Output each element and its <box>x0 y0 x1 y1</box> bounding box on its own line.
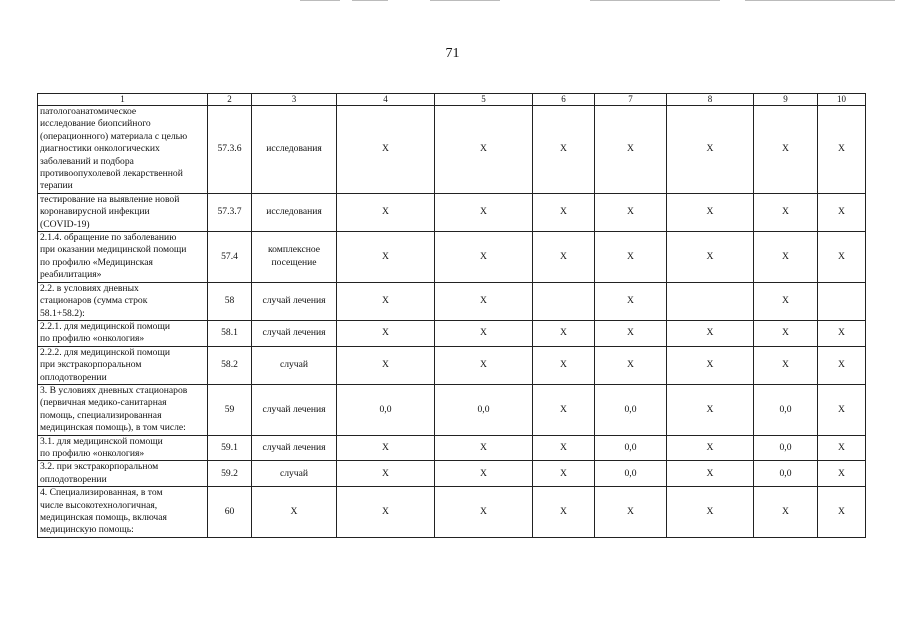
row-value-cell: Х <box>533 384 595 435</box>
row-code-cell: 59.2 <box>208 461 252 487</box>
row-name-line: медицинская помощь, включая <box>40 512 167 523</box>
row-name-line: заболеваний и подбора <box>40 155 134 167</box>
row-unit-cell: случай лечения <box>252 384 337 435</box>
row-name-cell <box>38 487 208 538</box>
row-value-cell: Х <box>595 487 667 538</box>
row-value-cell: Х <box>818 106 866 194</box>
row-name-line: (операционного) материала с целью <box>40 130 188 142</box>
row-value-cell: Х <box>533 346 595 384</box>
row-name-line: 2.1.4. обращение по заболеванию <box>40 232 177 244</box>
row-value-cell: Х <box>533 320 595 346</box>
row-name-line: стационаров (сумма строк <box>40 295 148 307</box>
row-name-line: оплодотворении <box>40 473 107 485</box>
header-cell: 1 <box>38 94 208 106</box>
row-name-line: (первичная медико-санитарная <box>40 397 167 409</box>
row-value-cell: Х <box>435 232 533 283</box>
table-row <box>38 193 866 231</box>
row-value-cell: Х <box>667 487 754 538</box>
row-name-line: 58.1+58.2): <box>40 307 85 319</box>
row-value-cell: 0,0 <box>337 384 435 435</box>
row-value-cell: Х <box>818 232 866 283</box>
row-value-cell: Х <box>533 232 595 283</box>
table-row <box>38 320 866 346</box>
row-value-cell: Х <box>818 384 866 435</box>
row-name-line: по профилю «Медицинская <box>40 256 153 268</box>
row-name-line: 2.2. в условиях дневных <box>40 282 139 294</box>
row-value-cell: Х <box>754 487 818 538</box>
row-name-cell <box>38 320 208 346</box>
row-value-cell: Х <box>533 487 595 538</box>
header-cell: 2 <box>208 94 252 106</box>
row-name-line: при оказании медицинской помощи <box>40 244 187 256</box>
row-value-cell: Х <box>818 320 866 346</box>
row-value-cell: Х <box>754 346 818 384</box>
header-row <box>38 94 866 106</box>
row-unit-cell: случай лечения <box>252 282 337 320</box>
row-name-line: медицинская помощь), в том числе: <box>40 422 186 434</box>
row-name-line: тестирование на выявление новой <box>40 193 180 205</box>
row-name-cell <box>38 193 208 231</box>
row-value-cell: Х <box>818 461 866 487</box>
row-code-cell: 57.3.7 <box>208 193 252 231</box>
row-value-cell: Х <box>533 435 595 461</box>
row-name-line: помощь, специализированная <box>40 409 162 421</box>
header-cell: 4 <box>337 94 435 106</box>
row-value-cell: Х <box>754 282 818 320</box>
row-value-cell <box>667 282 754 320</box>
row-unit-cell: исследования <box>252 106 337 194</box>
row-value-cell: Х <box>435 461 533 487</box>
row-value-cell: Х <box>435 435 533 461</box>
row-value-cell: Х <box>337 487 435 538</box>
header-cell: 9 <box>754 94 818 106</box>
row-value-cell: Х <box>337 320 435 346</box>
row-value-cell: Х <box>595 282 667 320</box>
row-unit-cell: случай лечения <box>252 435 337 461</box>
row-name-line: 3.2. при экстракорпоральном <box>40 461 159 473</box>
row-unit-cell: Х <box>252 487 337 538</box>
row-value-cell: Х <box>818 435 866 461</box>
table-row <box>38 282 866 320</box>
row-name-cell <box>38 346 208 384</box>
row-code-cell: 60 <box>208 487 252 538</box>
row-value-cell: Х <box>337 232 435 283</box>
data-table <box>37 93 866 538</box>
row-name-line: числе высокотехнологичная, <box>40 499 158 511</box>
row-name-line: терапии <box>40 180 73 192</box>
row-value-cell: 0,0 <box>595 384 667 435</box>
row-unit-cell: случай <box>252 461 337 487</box>
row-value-cell: Х <box>667 435 754 461</box>
row-value-cell: Х <box>435 320 533 346</box>
row-value-cell: Х <box>754 106 818 194</box>
row-value-cell: Х <box>667 320 754 346</box>
row-value-cell: Х <box>818 487 866 538</box>
row-name-line: по профилю «онкология» <box>40 447 145 459</box>
row-value-cell: 0,0 <box>435 384 533 435</box>
row-value-cell: Х <box>818 346 866 384</box>
row-unit-cell: комплексное посещение <box>252 232 337 283</box>
row-name-line: коронавирусной инфекции <box>40 206 150 218</box>
page-number: 71 <box>445 46 460 61</box>
row-value-cell: Х <box>595 106 667 194</box>
row-name-line: 4. Специализированная, в том <box>40 487 163 499</box>
row-unit-cell: случай <box>252 346 337 384</box>
row-name-cell <box>38 282 208 320</box>
table-row <box>38 232 866 283</box>
row-name-line: 3.1. для медицинской помощи <box>40 435 163 447</box>
row-value-cell: Х <box>435 282 533 320</box>
row-name-line: противоопухолевой лекарственной <box>40 168 183 180</box>
row-value-cell: Х <box>595 320 667 346</box>
table-row <box>38 346 866 384</box>
row-value-cell: Х <box>667 346 754 384</box>
row-name-line: реабилитация» <box>40 269 102 281</box>
header-cell: 10 <box>818 94 866 106</box>
table-row <box>38 487 866 538</box>
row-value-cell: Х <box>337 346 435 384</box>
table-row <box>38 435 866 461</box>
row-name-cell <box>38 384 208 435</box>
row-value-cell: Х <box>667 193 754 231</box>
row-name-cell <box>38 106 208 194</box>
row-value-cell: Х <box>533 193 595 231</box>
table-row <box>38 384 866 435</box>
row-value-cell: Х <box>818 193 866 231</box>
row-value-cell: Х <box>667 232 754 283</box>
row-code-cell: 57.3.6 <box>208 106 252 194</box>
row-name-cell <box>38 461 208 487</box>
row-name-line: 3. В условиях дневных стационаров <box>40 384 188 396</box>
row-value-cell <box>818 282 866 320</box>
row-value-cell: Х <box>337 193 435 231</box>
header-cell: 3 <box>252 94 337 106</box>
table-row <box>38 461 866 487</box>
table-row <box>38 106 866 194</box>
row-name-line: оплодотворении <box>40 371 107 383</box>
row-value-cell: Х <box>533 106 595 194</box>
row-value-cell: Х <box>337 435 435 461</box>
row-name-line: медицинскую помощь: <box>40 524 134 536</box>
row-value-cell: Х <box>667 461 754 487</box>
row-name-line: диагностики онкологических <box>40 143 160 155</box>
row-code-cell: 59 <box>208 384 252 435</box>
row-value-cell: 0,0 <box>595 435 667 461</box>
row-value-cell: Х <box>435 193 533 231</box>
row-value-cell: Х <box>435 106 533 194</box>
row-code-cell: 58 <box>208 282 252 320</box>
row-name-line: исследование биопсийного <box>40 118 151 130</box>
header-cell: 5 <box>435 94 533 106</box>
header-cell: 6 <box>533 94 595 106</box>
row-name-line: при экстракорпоральном <box>40 359 142 371</box>
row-name-line: патологоанатомическое <box>40 106 137 117</box>
row-value-cell: Х <box>667 106 754 194</box>
row-unit-cell: случай лечения <box>252 320 337 346</box>
row-value-cell: Х <box>754 320 818 346</box>
row-name-cell <box>38 435 208 461</box>
row-unit-cell: исследования <box>252 193 337 231</box>
row-value-cell: Х <box>595 193 667 231</box>
row-value-cell: 0,0 <box>754 461 818 487</box>
row-name-line: 2.2.2. для медицинской помощи <box>40 346 170 358</box>
row-name-line: (COVID-19) <box>40 218 90 230</box>
row-value-cell: Х <box>337 282 435 320</box>
row-value-cell: Х <box>754 232 818 283</box>
row-code-cell: 59.1 <box>208 435 252 461</box>
row-value-cell: Х <box>667 384 754 435</box>
row-code-cell: 57.4 <box>208 232 252 283</box>
row-value-cell: Х <box>337 461 435 487</box>
row-value-cell: Х <box>533 461 595 487</box>
row-value-cell: 0,0 <box>754 384 818 435</box>
row-value-cell: Х <box>595 346 667 384</box>
row-value-cell: Х <box>435 487 533 538</box>
header-cell: 7 <box>595 94 667 106</box>
row-value-cell: Х <box>435 346 533 384</box>
row-name-cell <box>38 232 208 283</box>
row-value-cell: Х <box>754 193 818 231</box>
row-name-line: по профилю «онкология» <box>40 333 145 345</box>
row-value-cell: 0,0 <box>595 461 667 487</box>
row-value-cell: Х <box>595 232 667 283</box>
header-cell: 8 <box>667 94 754 106</box>
row-code-cell: 58.1 <box>208 320 252 346</box>
row-code-cell: 58.2 <box>208 346 252 384</box>
row-value-cell <box>533 282 595 320</box>
row-value-cell: 0,0 <box>754 435 818 461</box>
row-value-cell: Х <box>337 106 435 194</box>
row-name-line: 2.2.1. для медицинской помощи <box>40 320 170 332</box>
